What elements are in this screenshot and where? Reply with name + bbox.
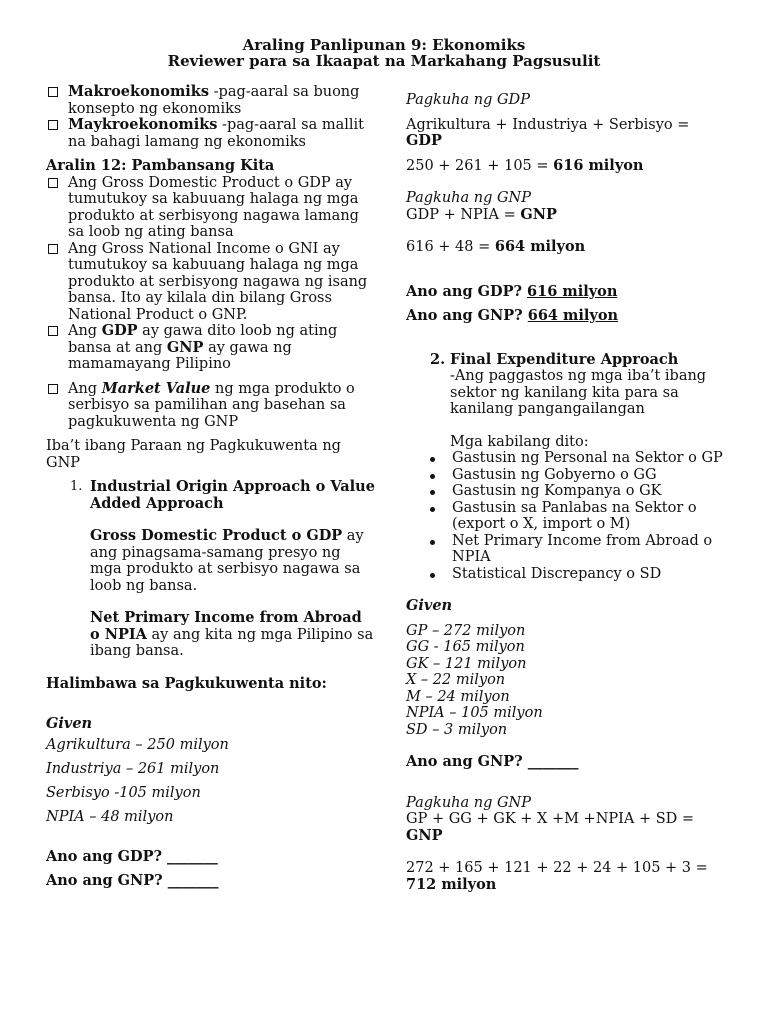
given-item: X – 22 milyon <box>406 672 506 688</box>
left-column <box>46 84 376 893</box>
method-title: Industrial Origin Approach o Value Added Approach <box>90 478 375 512</box>
given-label: Given <box>46 715 93 732</box>
list-item-text: Gastusin ng Personal na Sektor o GP <box>452 450 723 466</box>
formula-result: GNP <box>520 205 557 223</box>
given-item: GK – 121 milyon <box>406 655 527 672</box>
paragraph: Iba’t ibang Paraan ng Pagkukuwenta ng GNP <box>46 438 341 471</box>
subheading: Pagkuha ng GNP <box>406 190 532 206</box>
formula-result: GNP <box>406 826 443 844</box>
checkbox-bullet-icon <box>48 326 58 336</box>
list-item <box>46 323 376 373</box>
list-item-text: Ang Gross National Income o GNI ay tumutukoy sa kabuuang halaga ng mga produkto at serbisyong nagawa ng isang bansa. Ito ay kilala din bilang Gross National Product o GNP. <box>68 240 368 323</box>
list-item <box>406 500 746 533</box>
given-item: GP – 272 milyon <box>406 622 526 639</box>
list-item-text: Gastusin ng Gobyerno o GG <box>452 466 657 483</box>
section-heading: Aralin 12: Pambansang Kita <box>46 157 275 174</box>
title-line-1: Araling Panlipunan 9: Ekonomiks <box>242 36 526 54</box>
answer-value: 664 milyon <box>527 306 619 324</box>
given-item: Industriya – 261 milyon <box>46 760 220 777</box>
checkbox-bullet-icon <box>48 384 58 394</box>
title-line-2: Reviewer para sa Ikaapat na Markahang Pagsusulit <box>167 52 601 70</box>
definition-makroekonomiks <box>46 84 376 117</box>
list-item <box>406 450 746 467</box>
calculation-result: 712 milyon <box>406 875 497 893</box>
list-item-text: ay gawa dito loob ng ating bansa at ang <box>68 323 338 356</box>
list-item-text: Ang <box>68 380 102 397</box>
given-label: Given <box>406 597 453 614</box>
list-item <box>406 533 746 566</box>
npia-definition <box>90 610 376 660</box>
list-item-text: ng mga produkto o serbisyo sa pamilihan ang basehan sa pagkukuwenta ng GNP <box>68 380 355 430</box>
definition-maykroekonomiks <box>46 117 376 150</box>
subheading: Pagkuha ng GNP <box>406 794 532 811</box>
list-item-text: ay gawa ng mamamayang Pilipino <box>68 339 292 372</box>
calculation-text: 250 + 261 + 105 = <box>406 157 554 174</box>
subheading: Pagkuha ng GDP <box>406 92 530 108</box>
definition-text: ay ang kita ng mga Pilipino sa ibang bansa. <box>90 626 374 659</box>
gdp-definition <box>90 528 376 594</box>
given-item: M – 24 milyon <box>406 688 510 705</box>
calculation <box>406 239 746 256</box>
answer-gnp <box>406 304 746 328</box>
answer-value: 616 milyon <box>527 282 618 300</box>
paragraph: Mga kabilang dito: <box>450 433 589 450</box>
term-gnp: GNP <box>166 338 204 356</box>
bullet-icon <box>430 540 435 545</box>
calculation-result: 664 milyon <box>494 238 586 255</box>
definition-text: -pag-aaral sa buong konsepto ng ekonomiks <box>68 84 360 117</box>
formula: GP + GG + GK + X +M +NPIA + SD = <box>406 811 695 827</box>
formula-text: GDP + NPIA = <box>406 206 521 223</box>
checkbox-bullet-icon <box>48 120 58 130</box>
answer-gdp <box>406 280 746 304</box>
given-item: Serbisyo -105 milyon <box>46 784 201 801</box>
list-item <box>46 241 376 324</box>
method-title: Final Expenditure Approach <box>450 350 679 368</box>
formula-result: GDP <box>406 132 442 149</box>
bullet-icon <box>430 474 435 479</box>
list-item-text: Net Primary Income from Abroad o NPIA <box>452 532 713 565</box>
list-item-text: Ang Gross Domestic Product o GDP ay tumutukoy sa kabuuang halaga ng mga produkto at serbisyong nagawa lamang sa loob ng ating bansa <box>68 174 359 240</box>
bullet-icon <box>430 573 435 578</box>
bullet-icon <box>430 490 435 495</box>
example-heading: Halimbawa sa Pagkukuwenta nito: <box>46 674 327 692</box>
given-item: GG - 165 milyon <box>406 639 525 655</box>
list-item <box>46 381 376 431</box>
list-item-text: Ang <box>68 323 102 339</box>
term-makroekonomiks: Makroekonomiks <box>68 83 210 100</box>
term-maykroekonomiks: Maykroekonomiks <box>68 116 218 133</box>
given-item: SD – 3 milyon <box>406 721 508 738</box>
formula <box>406 207 746 224</box>
term: Gross Domestic Product o GDP <box>90 527 343 544</box>
list-number: 1. <box>70 479 83 494</box>
bullet-icon <box>430 507 435 512</box>
term: Net Primary Income from Abroad o NPIA <box>90 609 362 643</box>
definition-text: -pag-aaral sa mallit na bahagi lamang ng ekonomiks <box>68 117 365 150</box>
definition-text: ay ang pinagsama-samang presyo ng mga produkto at serbisyo nagawa sa loob ng bansa. <box>90 528 364 594</box>
bullet-icon <box>430 457 435 462</box>
calculation-text: 616 + 48 = <box>406 239 495 255</box>
formula: Agrikultura + Industriya + Serbisyo = <box>406 116 690 133</box>
question-gnp: Ano ang GNP? _______ <box>46 871 219 889</box>
checkbox-bullet-icon <box>48 87 58 97</box>
term-gdp: GDP <box>101 322 138 339</box>
list-number: 2. <box>430 350 446 368</box>
question-gnp: Ano ang GNP? _______ <box>406 753 579 770</box>
list-item-text: Gastusin sa Panlabas na Sektor o (export o X, import o M) <box>452 499 697 532</box>
list-item-text: Gastusin ng Kompanya o GK <box>452 483 662 499</box>
answer-question: Ano ang GDP? <box>406 282 528 300</box>
list-item <box>406 483 746 500</box>
method-1 <box>46 479 376 660</box>
checkbox-bullet-icon <box>48 244 58 254</box>
list-item <box>406 566 746 583</box>
method-2 <box>406 352 746 451</box>
list-item <box>46 175 376 241</box>
term-market-value: Market Value <box>101 379 211 397</box>
document-title <box>0 37 768 69</box>
list-item-text: Statistical Discrepancy o SD <box>452 565 662 582</box>
list-item <box>406 467 746 484</box>
given-item: NPIA – 48 milyon <box>46 808 174 825</box>
right-column <box>406 92 746 893</box>
given-item: NPIA – 105 milyon <box>406 705 543 721</box>
question-gdp: Ano ang GDP? _______ <box>46 847 218 865</box>
checkbox-bullet-icon <box>48 178 58 188</box>
calculation-result: 616 milyon <box>553 156 644 174</box>
calculation <box>406 158 746 175</box>
given-item: Agrikultura – 250 milyon <box>46 736 229 753</box>
method-description: -Ang paggastos ng mga iba’t ibang sektor ng kanilang kita para sa kanilang pangangailangan <box>450 368 707 417</box>
calculation: 272 + 165 + 121 + 22 + 24 + 105 + 3 = <box>406 860 708 876</box>
answer-question: Ano ang GNP? <box>406 306 528 324</box>
